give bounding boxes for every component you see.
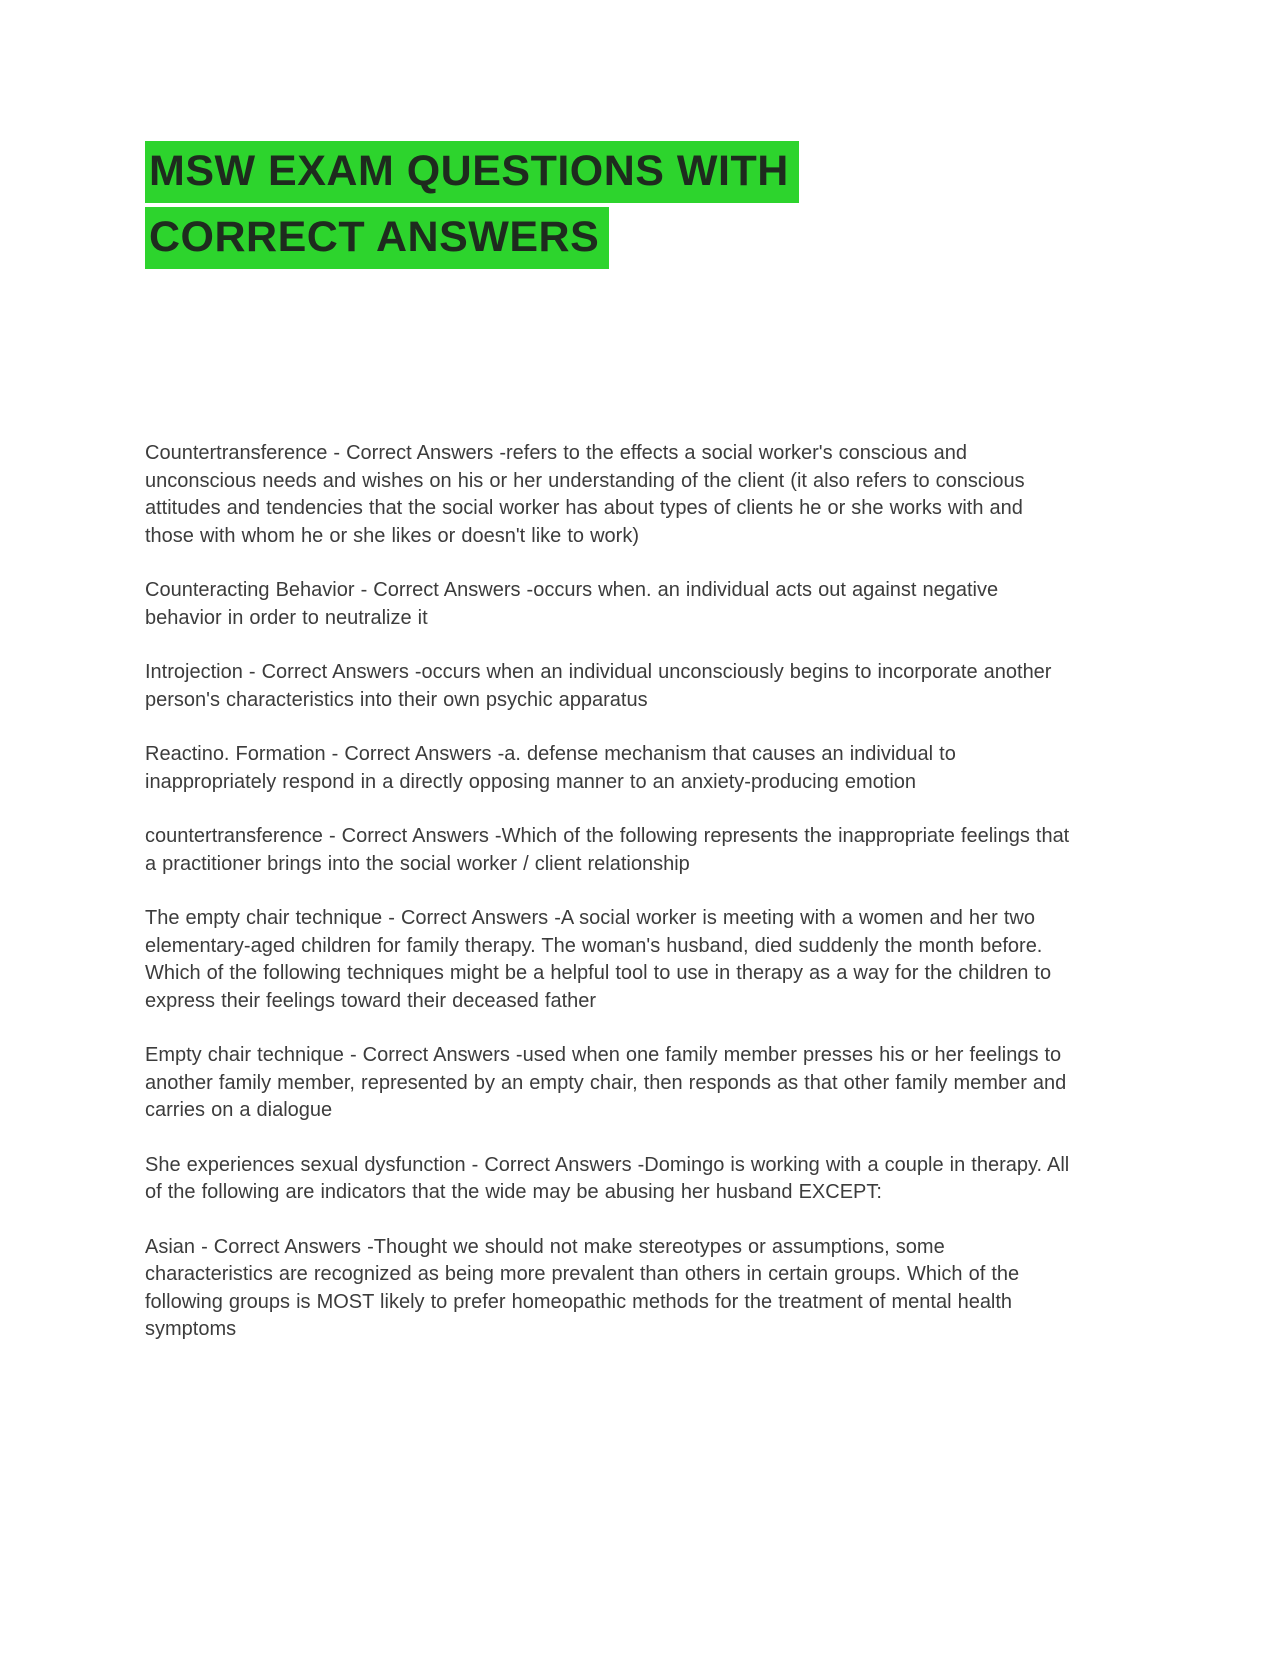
paragraph: Counteracting Behavior - Correct Answers -occurs when. an individual acts out against negative behavior in order to neutralize it — [145, 579, 999, 629]
page-title — [145, 140, 1075, 272]
paragraph: Empty chair technique - Correct Answers -used when one family member presses his or her feelings to another family member, represented by an empty chair, then responds as that other family member and carries on a dialogue — [145, 1044, 1067, 1121]
title-highlight-2: CORRECT ANSWERS — [145, 207, 609, 269]
paragraph: Reactino. Formation - Correct Answers -a. defense mechanism that causes an individual to inappropriately respond in a directly opposing manner to an anxiety-producing emotion — [145, 743, 956, 793]
paragraph: Asian - Correct Answers -Thought we should not make stereotypes or assumptions, some characteristics are recognized as being more prevalent than others in certain groups. Which of the following groups is MOST likely to prefer homeopathic methods for the treatment of mental health symptoms — [145, 1235, 1020, 1340]
paragraph: Introjection - Correct Answers -occurs when an individual unconsciously begins to incorporate another person's characteristics into their own psychic apparatus — [145, 661, 1052, 711]
paragraph: The empty chair technique - Correct Answers -A social worker is meeting with a women and her two elementary-aged children for family therapy. The woman's husband, died suddenly the month before. Which of the following techniques might be a helpful tool to use in therapy as a way for the children to express their feelings toward their deceased father — [145, 907, 1052, 1012]
title-line-2 — [145, 206, 1075, 272]
paragraph: countertransference - Correct Answers -Which of the following represents the inappropriate feelings that a practitioner brings into the social worker / client relationship — [145, 825, 1070, 875]
document-body — [145, 440, 1075, 1344]
paragraph: Countertransference - Correct Answers -refers to the effects a social worker's conscious and unconscious needs and wishes on his or her understanding of the client (it also refers to conscious attitudes and tendencies that the social worker has about types of clients he or she works with and those with whom he or she likes or doesn't like to work) — [145, 442, 1025, 547]
title-line-1 — [145, 140, 1075, 206]
paragraph: She experiences sexual dysfunction - Correct Answers -Domingo is working with a couple in therapy. All of the following are indicators that the wide may be abusing her husband EXCEPT: — [145, 1153, 1070, 1203]
title-highlight-1: MSW EXAM QUESTIONS WITH — [145, 141, 799, 203]
